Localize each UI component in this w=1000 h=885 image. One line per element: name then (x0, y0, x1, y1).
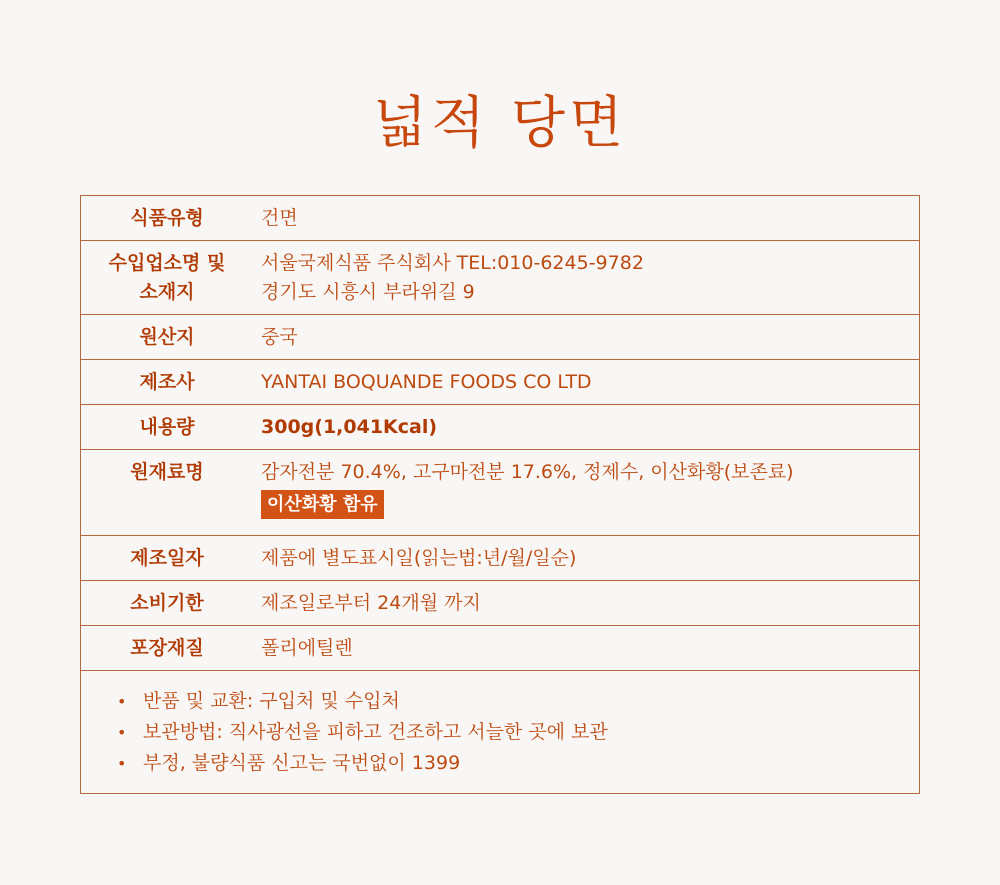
value-line: 감자전분 70.4%, 고구마전분 17.6%, 정제수, 이산화황(보존료) (261, 461, 794, 483)
value-line: 제조일로부터 24개월 까지 (261, 592, 481, 614)
notes-section (81, 671, 919, 793)
value-line: 폴리에틸렌 (261, 637, 353, 659)
row-label: 제조일자 (130, 547, 204, 569)
row-value (253, 196, 919, 240)
allergen-badge: 이산화황 함유 (261, 490, 384, 519)
table-row-food-type (81, 196, 919, 241)
row-value (253, 241, 919, 314)
row-value (253, 626, 919, 670)
row-label: 소비기한 (130, 592, 204, 614)
bullet-icon: • (117, 692, 127, 711)
table-row-importer (81, 241, 919, 315)
row-value (253, 405, 919, 449)
list-item (117, 717, 919, 748)
value-line: 중국 (261, 326, 298, 348)
row-label: 원재료명 (130, 461, 204, 483)
row-label: 식품유형 (130, 207, 204, 229)
table-row-manufacture-date (81, 536, 919, 581)
note-text: 부정, 불량식품 신고는 국번없이 1399 (143, 752, 461, 774)
row-value (253, 581, 919, 625)
notes-list (117, 686, 919, 779)
row-value (253, 536, 919, 580)
table-row-origin (81, 315, 919, 360)
value-line: 서울국제식품 주식회사 TEL:010-6245-9782 (261, 252, 644, 274)
table-row-net-content (81, 405, 919, 450)
value-line: 제품에 별도표시일(읽는법:년/월/일순) (261, 547, 577, 569)
list-item (117, 748, 919, 779)
row-value (253, 315, 919, 359)
value-line: 경기도 시흥시 부라위길 9 (261, 281, 475, 303)
row-label: 제조사 (139, 371, 195, 393)
product-info-table (80, 195, 920, 794)
row-label: 원산지 (139, 326, 195, 348)
row-label (81, 241, 253, 314)
bullet-icon: • (117, 754, 127, 773)
table-row-packaging (81, 626, 919, 671)
bullet-icon: • (117, 723, 127, 742)
value-line: YANTAI BOQUANDE FOODS CO LTD (261, 371, 592, 393)
row-value (253, 450, 919, 535)
row-label: 포장재질 (130, 637, 204, 659)
value-line: 300g(1,041Kcal) (261, 416, 438, 438)
label-line: 소재지 (139, 281, 195, 303)
note-text: 반품 및 교환: 구입처 및 수입처 (143, 690, 400, 712)
value-line: 건면 (261, 207, 298, 229)
table-row-expiry (81, 581, 919, 626)
table-row-ingredients (81, 450, 919, 536)
list-item (117, 686, 919, 717)
table-row-manufacturer (81, 360, 919, 405)
note-text: 보관방법: 직사광선을 피하고 건조하고 서늘한 곳에 보관 (143, 721, 608, 743)
label-line: 수입업소명 및 (108, 252, 226, 274)
row-label: 내용량 (139, 416, 195, 438)
product-title: 넓적 당면 (372, 91, 628, 156)
row-value (253, 360, 919, 404)
